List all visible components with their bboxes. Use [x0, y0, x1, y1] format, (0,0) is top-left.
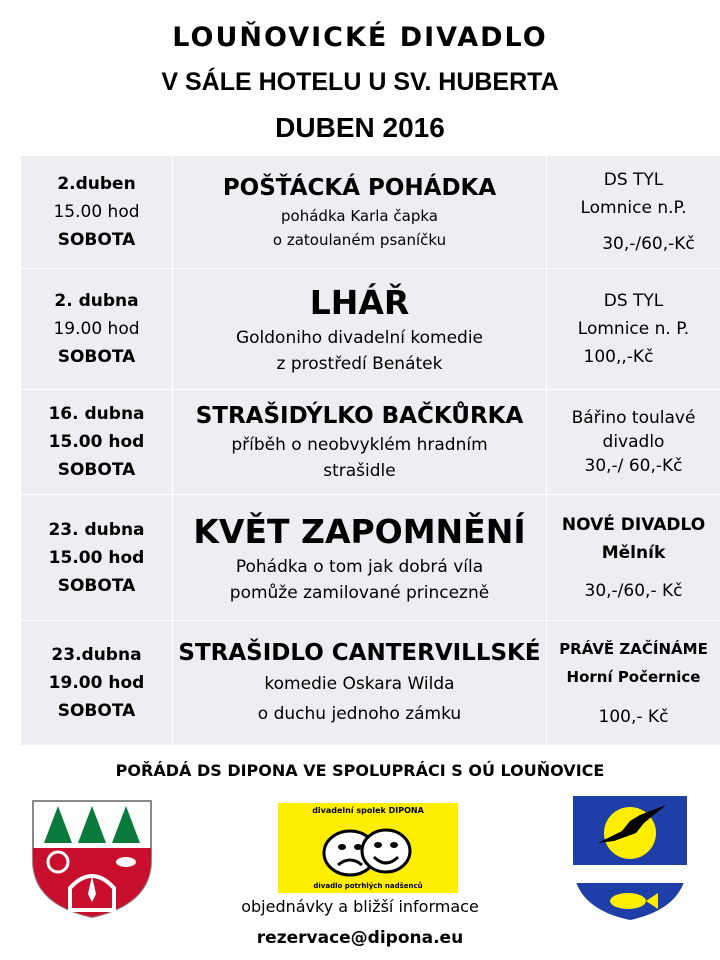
event-desc: Pohádka o tom jak dobrá víla [235, 556, 484, 577]
event-time: 19.00 hod [53, 319, 140, 339]
table-row [21, 156, 720, 269]
ticket-price: 100,,-Kč [583, 347, 654, 367]
venue-place: Horní Počernice [566, 668, 701, 686]
event-cell [173, 269, 547, 390]
date-cell [21, 495, 173, 621]
event-date: 2.duben [57, 174, 136, 194]
venue-name: Bářino toulavé [571, 408, 696, 428]
event-name: POŠŤÁCKÁ POHÁDKA [222, 175, 497, 201]
date-cell [21, 269, 173, 390]
event-desc: příběh o neobvyklém hradním [231, 435, 488, 455]
event-time: 19.00 hod [48, 673, 145, 693]
event-date: 2. dubna [54, 291, 139, 311]
venue-cell [547, 269, 720, 390]
table-row [21, 269, 720, 390]
event-name: STRAŠIDLO CANTERVILLSKÉ [178, 640, 541, 666]
event-time: 15.00 hod [48, 432, 145, 452]
table-row [21, 390, 720, 495]
event-name: STRAŠIDÝLKO BAČKŮRKA [195, 403, 524, 429]
venue-place: divadlo [602, 432, 665, 452]
date-cell [21, 156, 173, 269]
event-desc: strašidle [323, 461, 396, 481]
logo-tagline: divadlo potrhlých nadšenců [313, 882, 423, 890]
event-cell [173, 390, 547, 495]
venue-place: Lomnice n. P. [577, 319, 690, 339]
event-name: LHÁŘ [309, 283, 410, 322]
event-desc: o duchu jednoho zámku [257, 704, 462, 724]
theatre-masks-icon [318, 825, 418, 881]
dipona-theatre-masks-logo [278, 803, 458, 893]
venue-cell [547, 495, 720, 621]
event-day: SOBOTA [57, 460, 136, 480]
program-table [20, 155, 720, 746]
event-desc: komedie Oskara Wilda [264, 674, 455, 694]
venue-name: DS TYL [603, 170, 664, 190]
info-text: objednávky a bližší informace [241, 897, 479, 916]
event-desc: Goldoniho divadelní komedie [235, 328, 484, 348]
venue-place: Mělník [601, 542, 666, 563]
event-day: SOBOTA [57, 575, 136, 596]
contact-email[interactable]: rezervace@dipona.eu [256, 928, 464, 948]
organizer-note: POŘÁDÁ DS DIPONA VE SPOLUPRÁCI S OÚ LOUŇOVICE [115, 761, 605, 780]
table-row [21, 621, 720, 746]
event-date: 16. dubna [48, 404, 145, 424]
event-cell [173, 621, 547, 746]
event-desc: pohádka Karla čapka [281, 207, 438, 225]
event-day: SOBOTA [57, 230, 136, 250]
event-name: KVĚT ZAPOMNĚNÍ [193, 511, 526, 551]
ticket-price: 30,-/ 60,-Kč [584, 456, 683, 476]
event-time: 15.00 hod [48, 547, 145, 568]
ticket-price: 30,-/60,-Kč [602, 234, 695, 254]
page-subtitle: V SÁLE HOTELU U SV. HUBERTA [161, 68, 559, 96]
venue-name: NOVÉ DIVADLO [561, 514, 706, 535]
event-desc: o zatoulaném psaníčku [272, 231, 447, 249]
table-row [21, 495, 720, 621]
venue-cell [547, 156, 720, 269]
event-date: 23. dubna [48, 519, 145, 540]
event-day: SOBOTA [57, 347, 136, 367]
logo-caption: divadelní spolek DIPONA [312, 806, 424, 815]
date-cell [21, 390, 173, 495]
venue-place: Lomnice n.P. [580, 198, 687, 218]
event-desc: pomůže zamilované princezně [229, 582, 490, 603]
page-title: LOUŇOVICKÉ DIVADLO [172, 22, 548, 53]
event-desc: z prostředí Benátek [276, 354, 443, 374]
event-cell [173, 156, 547, 269]
month-heading: DUBEN 2016 [275, 112, 445, 143]
event-day: SOBOTA [57, 701, 136, 721]
event-time: 15.00 hod [53, 202, 140, 222]
date-cell [21, 621, 173, 746]
event-date: 23.dubna [51, 645, 142, 665]
ticket-price: 100,- Kč [598, 707, 669, 727]
venue-cell [547, 390, 720, 495]
event-cell [173, 495, 547, 621]
venue-name: DS TYL [603, 291, 664, 311]
venue-cell [547, 621, 720, 746]
ticket-price: 30,-/60,- Kč [584, 580, 683, 601]
venue-name: PRÁVĚ ZAČÍNÁME [559, 640, 708, 658]
